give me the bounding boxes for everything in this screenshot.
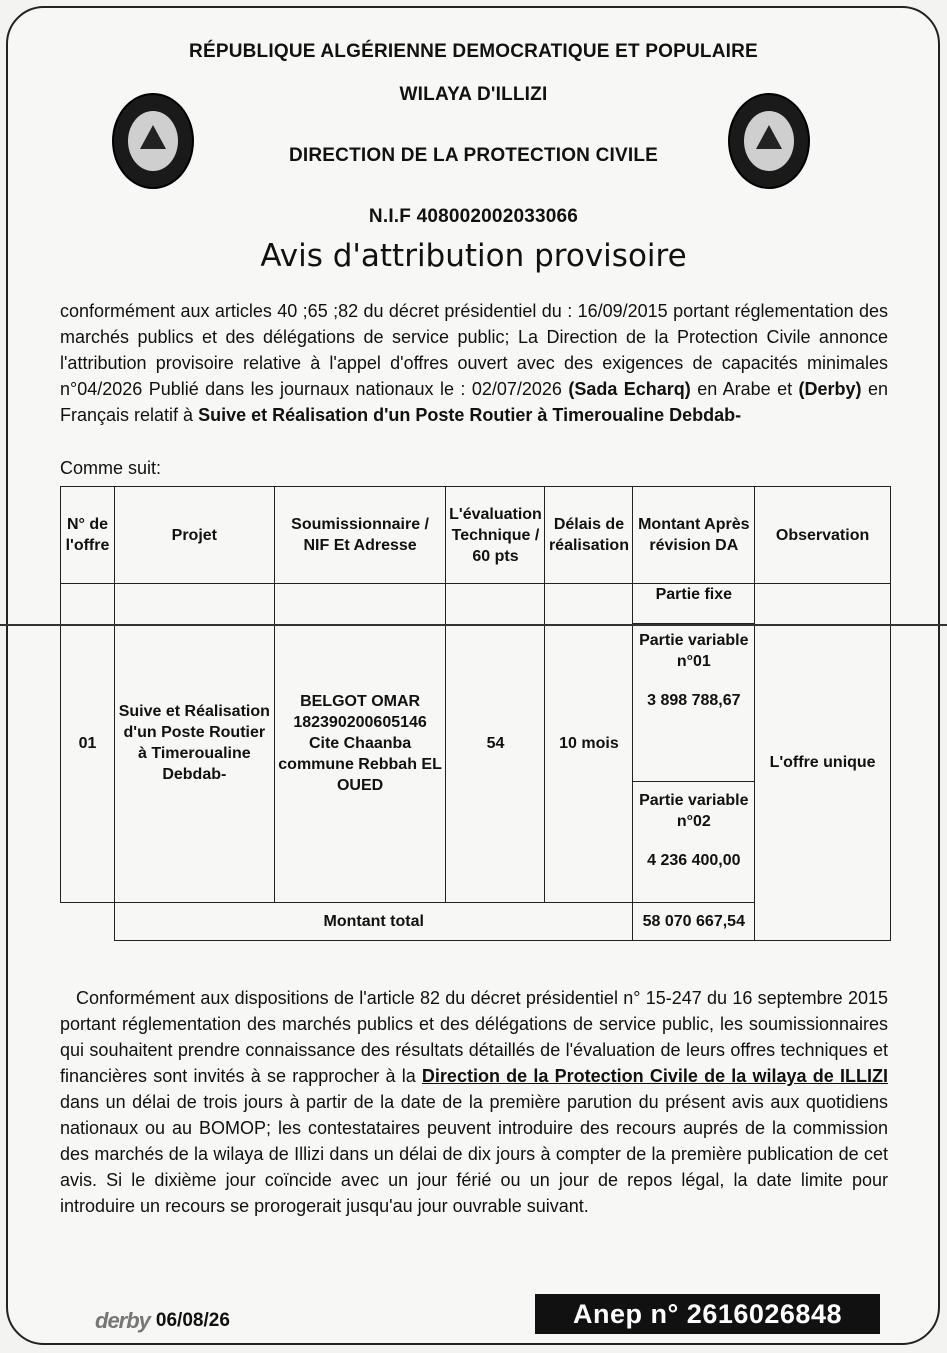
header-republic: RÉPUBLIQUE ALGÉRIENNE DEMOCRATIQUE ET POPULAIRE: [189, 41, 758, 62]
derby-logo: derby: [95, 1308, 150, 1333]
total-label: Montant total: [114, 903, 632, 941]
comme-suit-label: Comme suit:: [60, 458, 162, 478]
cell-partie-variable-1: [633, 624, 755, 782]
partie-v1-label: Partie variable n°01: [639, 632, 749, 670]
cell-num: 01: [61, 584, 115, 903]
page-title: Avis d'attribution provisoire: [260, 238, 687, 274]
header-observation: Observation: [755, 487, 891, 584]
cell-delais: 10 mois: [545, 584, 633, 903]
cell-observation: L'offre unique: [755, 584, 891, 941]
cell-soumissionnaire: [274, 584, 446, 903]
header-montant: Montant Après révision DA: [633, 487, 755, 584]
header-delais: Délais de réalisation: [545, 487, 633, 584]
scan-artifact-line: [0, 624, 947, 626]
header-direction: DIRECTION DE LA PROTECTION CIVILE: [288, 145, 659, 166]
header-soumissionnaire: Soumissionnaire / NIF Et Adresse: [274, 487, 446, 584]
civil-protection-seal-right: [728, 93, 810, 189]
anep-number: Anep n° 2616026848: [535, 1294, 880, 1334]
civil-protection-seal-left: [112, 93, 194, 189]
intro-paragraph: conformément aux articles 40 ;65 ;82 du décret présidentiel du : 16/09/2015 portant réglementation des marchés publics et des délégations de service public; La Direction de la Protection Civile annonce l'attribution provisoire relative à l'appel d'offres ouvert avec des exigences de capacités minimales n°04/2026 Publié dans les journaux nationaux le : 02/07/2026 (Sada Echarq) en Arabe et (Derby) en Français relatif à Suive et Réalisation d'un Poste Routier à Timeroualine Debdab-: [60, 301, 888, 425]
partie-v1-value: 3 898 788,67: [647, 692, 741, 709]
cell-projet: Suive et Réalisation d'un Poste Routier à Timeroualine Debdab-: [114, 584, 274, 903]
header-wilaya: WILAYA D'ILLIZI: [399, 84, 548, 105]
footer-publication: [95, 1309, 230, 1333]
cell-evaluation: 54: [446, 584, 545, 903]
soum-address: Cite Chaanba commune Rebbah EL OUED: [278, 734, 442, 794]
partie-v2-label: Partie variable n°02: [639, 792, 749, 830]
header-projet: Projet: [114, 487, 274, 584]
partie-v2-value: 4 236 400,00: [647, 852, 741, 869]
soum-name: BELGOT OMAR: [300, 692, 421, 710]
publication-date: 06/08/26: [155, 1310, 230, 1331]
soum-nif: 182390200605146: [293, 713, 427, 731]
cell-partie-variable-2: [633, 782, 755, 903]
header-nif: N.I.F 408002002033066: [368, 206, 579, 227]
total-value: 58 070 667,54: [633, 903, 755, 941]
table-row-fixe: [61, 584, 891, 624]
cell-partie-fixe: Partie fixe: [633, 584, 755, 624]
closing-paragraph: Conformément aux dispositions de l'article 82 du décret présidentiel n° 15-247 du 16 septembre 2015 portant réglementation des marchés publics et des délégations de service public, les soumissionnaires qui souhaitent prendre connaissance des résultats détaillés de l'évaluation de leurs offres techniques et financières sont invités à se rapprocher à la Direction de la Protection Civile de la wilaya de ILLIZI dans un délai de trois jours à partir de la date de la première parution du présent avis aux quotidiens nationaux ou au BOMOP; les contestataires peuvent introduire des recours auprés de la commission des marchés de la wilaya de Illizi dans un délai de dix jours à compter de la première publication de cet avis. Si le dixième jour coïncide avec un jour férié ou un jour de repos légal, la date limite pour introduire un recours se prorogerait jusqu'au jour ouvrable suivant.: [60, 988, 888, 1216]
table-header-row: [61, 487, 891, 584]
attribution-table: [60, 486, 891, 941]
header-num: N° de l'offre: [61, 487, 115, 584]
header-evaluation: L'évaluation Technique / 60 pts: [446, 487, 545, 584]
